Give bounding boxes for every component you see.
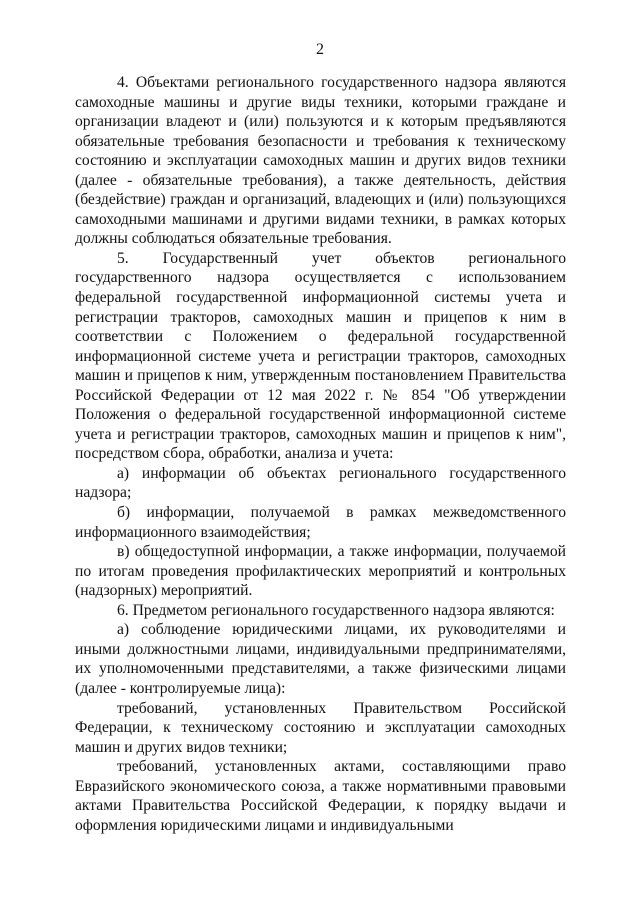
document-body (75, 73, 566, 835)
paragraph-6-requirements-eaeu: требований, установленных актами, составляющими право Евразийского экономического союза, а также нормативными правовыми актами Правительства Российской Федерации, к порядку выдачи и оформления юридическими лицами и индивидуальными (75, 758, 566, 834)
paragraph-5-item-c: в) общедоступной информации, а также информации, получаемой по итогам проведения профилактических мероприятий и контрольных (надзорных) мероприятий. (75, 543, 566, 600)
paragraph-6-subject: 6. Предметом регионального государственного надзора являются: (117, 601, 555, 619)
paragraph-5-item-a: а) информации об объектах регионального государственного надзора; (75, 464, 566, 502)
paragraph-4-objects: 4. Объектами регионального государственного надзора являются самоходные машины и другие виды техники, которыми граждане и организации владеют и (или) пользуются и к которым предъявляются обязательные требования безопасности и требования к техническому состоянию и эксплуатации самоходных машин и других видов техники (далее - обязательные требования), а также деятельность, действия (бездействие) граждан и организаций, владеющих и (или) пользующихся самоходными машинами и другими видами техники, в рамках которых должны соблюдаться обязательные требования. (75, 74, 566, 248)
paragraph-6-requirements-government: требований, установленных Правительством Российской Федерации, к техническому состоянию и эксплуатации самоходных машин и других видов техники; (75, 699, 566, 756)
page-number: 2 (316, 41, 324, 58)
paragraph-5-state-accounting: 5. Государственный учет объектов регионального государственного надзора осуществляется с использованием федеральной государственной информационной системы учета и регистрации тракторов, самоходных машин и прицепов к ним в соответствии с Положением о федеральной государственной информационной системе учета и регистрации тракторов, самоходных машин и прицепов к ним, утвержденным постановлением Правительства Российской Федерации от 12 мая 2022 г. № 854 "Об утверждении Положения о федеральной государственной информационной системе учета и регистрации тракторов, самоходных машин и прицепов к ним", посредством сбора, обработки, анализа и учета: (75, 249, 566, 463)
paragraph-5-item-b: б) информации, получаемой в рамках межведомственного информационного взаимодействия; (75, 504, 566, 541)
paragraph-6-item-a: а) соблюдение юридическими лицами, их руководителями и иными должностными лицами, индивидуальными предпринимателями, их уполномоченными представителями, а также физическими лицами (далее - контролируемые лица): (75, 621, 566, 697)
